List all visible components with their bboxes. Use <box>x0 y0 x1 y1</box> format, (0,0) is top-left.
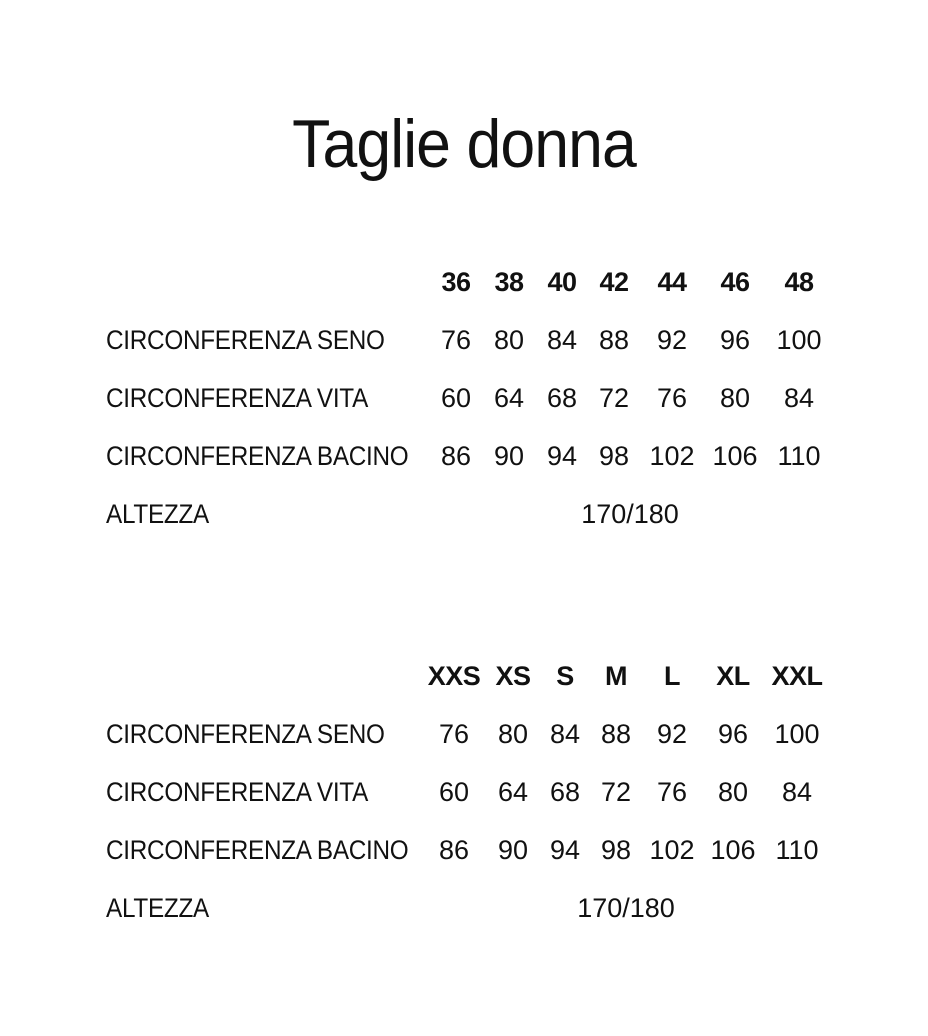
height-value: 170/180 <box>581 499 679 529</box>
measurement-value: 84 <box>781 777 813 807</box>
measurement-value: 94 <box>546 441 578 471</box>
measurement-value: 76 <box>656 383 688 413</box>
size-header: L <box>664 661 680 691</box>
table-header-row <box>0 262 928 302</box>
table-row-bust <box>0 320 928 360</box>
measurement-value: 60 <box>440 383 472 413</box>
table-header-row <box>0 656 928 696</box>
size-header: 48 <box>784 267 814 297</box>
row-label: CIRCONFERENZA VITA <box>106 383 369 413</box>
measurement-value: 76 <box>438 719 470 749</box>
size-header: S <box>556 661 574 691</box>
measurement-value: 80 <box>719 383 751 413</box>
measurement-value: 86 <box>440 441 472 471</box>
measurement-value: 68 <box>546 383 578 413</box>
table-row-bust <box>0 714 928 754</box>
measurement-value: 60 <box>438 777 470 807</box>
measurement-value: 98 <box>600 835 632 865</box>
measurement-value: 96 <box>719 325 751 355</box>
row-label: ALTEZZA <box>106 893 209 923</box>
measurement-value: 76 <box>440 325 472 355</box>
size-header: 38 <box>494 267 524 297</box>
measurement-value: 88 <box>600 719 632 749</box>
row-label: ALTEZZA <box>106 499 209 529</box>
measurement-value: 80 <box>493 325 525 355</box>
size-header: 42 <box>599 267 629 297</box>
measurement-value: 80 <box>717 777 749 807</box>
measurement-value: 96 <box>717 719 749 749</box>
table-row-waist <box>0 378 928 418</box>
row-label: CIRCONFERENZA BACINO <box>106 441 409 471</box>
measurement-value: 72 <box>600 777 632 807</box>
table-row-height <box>0 888 928 928</box>
measurement-value: 100 <box>774 719 820 749</box>
table-row-hips <box>0 436 928 476</box>
size-header: XS <box>495 661 531 691</box>
measurement-value: 110 <box>777 441 821 471</box>
measurement-value: 64 <box>497 777 529 807</box>
measurement-value: 94 <box>549 835 581 865</box>
size-header: XXS <box>427 661 481 691</box>
size-header: XL <box>716 661 750 691</box>
measurement-value: 106 <box>710 835 756 865</box>
measurement-value: 100 <box>776 325 822 355</box>
row-label: CIRCONFERENZA VITA <box>106 777 369 807</box>
row-label: CIRCONFERENZA SENO <box>106 719 385 749</box>
measurement-value: 102 <box>649 441 695 471</box>
measurement-value: 92 <box>656 325 688 355</box>
size-header: 46 <box>720 267 750 297</box>
measurement-value: 106 <box>712 441 758 471</box>
size-header: 36 <box>441 267 471 297</box>
table-row-waist <box>0 772 928 812</box>
table-row-height <box>0 494 928 534</box>
measurement-value: 86 <box>438 835 470 865</box>
size-header: 44 <box>657 267 687 297</box>
measurement-value: 92 <box>656 719 688 749</box>
row-label: CIRCONFERENZA SENO <box>106 325 385 355</box>
size-header: M <box>605 661 627 691</box>
measurement-value: 110 <box>775 835 819 865</box>
measurement-value: 90 <box>493 441 525 471</box>
height-value: 170/180 <box>577 893 675 923</box>
measurement-value: 98 <box>598 441 630 471</box>
measurement-value: 80 <box>497 719 529 749</box>
measurement-value: 64 <box>493 383 525 413</box>
measurement-value: 72 <box>598 383 630 413</box>
page-title: Taglie donna <box>292 106 636 182</box>
measurement-value: 84 <box>546 325 578 355</box>
row-label: CIRCONFERENZA BACINO <box>106 835 409 865</box>
measurement-value: 90 <box>497 835 529 865</box>
measurement-value: 84 <box>549 719 581 749</box>
measurement-value: 68 <box>549 777 581 807</box>
size-header: XXL <box>771 661 823 691</box>
table-row-hips <box>0 830 928 870</box>
measurement-value: 88 <box>598 325 630 355</box>
measurement-value: 102 <box>649 835 695 865</box>
measurement-value: 76 <box>656 777 688 807</box>
measurement-value: 84 <box>783 383 815 413</box>
size-header: 40 <box>547 267 577 297</box>
